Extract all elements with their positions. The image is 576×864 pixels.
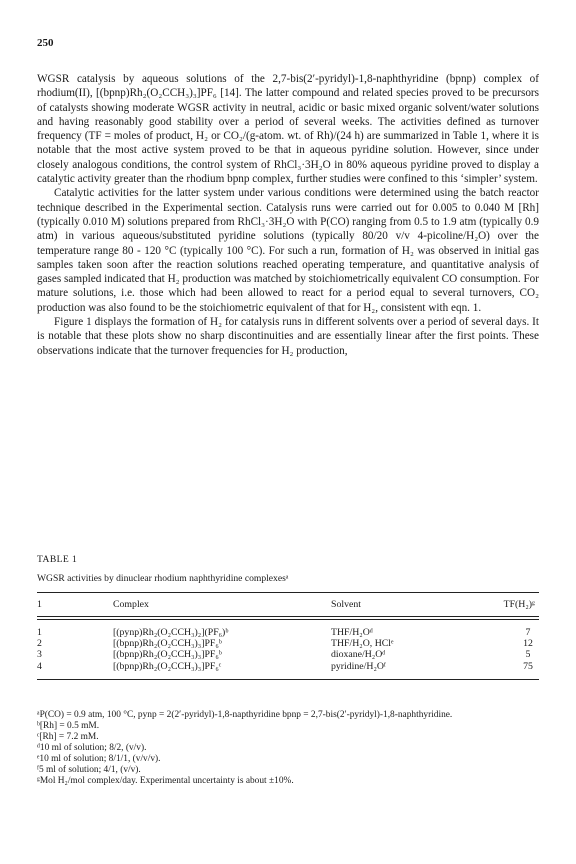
footnote-c: ᶜ[Rh] = 7.2 mM. — [37, 732, 99, 742]
cell-number: 2 — [37, 638, 42, 650]
table-1 — [37, 592, 539, 680]
cell-complex: [(bpnp)Rh₂(O₂CCH₃)₃]PF₆ᶜ — [113, 660, 222, 672]
paragraph-2: Catalytic activities for the latter system under various conditions were determined using the batch reactor technique described in the Experimental section. Catalysis runs were carried out for 0.005 to 0.040 M [Rh] (typically 0.010 M) solutions prepared from RhCl₃·3H₂O with P(CO) ranging from 0.5 to 1.9 atm (typically 0.9 atm) in various aqueous/substituted pyridine solutions (typically 80/20 v/v 4-picoline/H₂O) over the temperature range 80 - 120 °C (typically 100 °C). For such a run, formation of H₂ was observed in initial gas samples taken soon after the reaction solutions reached operating temperature, and quantitative analysis of gases sampled indicated that H₂ production was matched by stoichiometrically equivalent CO consumption. For mature solutions, i.e. those which had been allowed to react for a period equal to several turnovers, CO₂ production was also found to be the stoichiometric equivalent of that for H₂, consistent with eqn. 1. — [37, 187, 539, 314]
data-table-body — [37, 620, 539, 679]
cell-number: 3 — [37, 649, 42, 661]
cell-tf: 12 — [523, 638, 533, 650]
cell-complex: [(pynp)Rh₂(O₂CCH₃)₂](PF₆)ᵇ — [113, 627, 229, 638]
table-row — [37, 638, 539, 649]
footnote-a: ᵃP(CO) = 0.9 atm, 100 °C, pynp = 2(2′-pyridyl)-1,8-napthyridine bpnp = 2,7-bis(2′-pyridyl)-1,8-naphthyridine. — [37, 710, 453, 720]
body-text — [37, 72, 539, 358]
cell-tf: 5 — [525, 649, 531, 661]
table-caption: TABLE 1 — [37, 554, 78, 565]
cell-complex: [(bpnp)Rh₂(O₂CCH₃)₃]PF₆ᵇ — [113, 649, 222, 661]
cell-number: 1 — [37, 627, 42, 638]
page-number: 250 — [37, 37, 54, 49]
cell-solvent: THF/H₂Oᵈ — [331, 627, 373, 638]
cell-solvent: dioxane/H₂Oᵈ — [331, 649, 386, 661]
header-complex: Complex — [113, 599, 149, 610]
cell-solvent: THF/H₂O, HClᵉ — [331, 638, 394, 650]
table-header-row — [37, 593, 539, 616]
table-row — [37, 649, 539, 660]
footnote-e: ᵉ10 ml of solution; 8/1/1, (v/v/v). — [37, 754, 161, 764]
footnote-g: ᵍMol H₂/mol complex/day. Experimental uncertainty is about ±10%. — [37, 776, 294, 786]
cell-tf: 7 — [525, 627, 531, 638]
table-bottom-rule — [37, 679, 539, 680]
footnote-b: ᵇ[Rh] = 0.5 mM. — [37, 721, 100, 731]
paragraph-1: WGSR catalysis by aqueous solutions of the 2,7-bis(2′-pyridyl)-1,8-naphthyridine (bpnp) complex of rhodium(II), [(bpnp)Rh₂(O₂CCH₃)₃]PF₆ [14]. The latter compound and related species proved to be precursors of catalysts showing moderate WGSR activity in neutral, acidic or basic mixed organic solvent/water solutions and having reasonably good stability over a period of several weeks. The activities defined as turnover frequency (TF = moles of product, H₂ or CO₂/(g-atom. wt. of Rh)/(24 h) are summarized in Table 1, where it is notable that the most active system proved to be that in aqueous pyridine solution. However, since under closely analogous conditions, the control system of RhCl₃·3H₂O in 80% aqueous pyridine proved to display a catalytic activity greater than the rhodium bpnp complex, further studies were confined to this ‘simpler’ system. — [37, 73, 539, 186]
footnote-d: ᵈ10 ml of solution; 8/2, (v/v). — [37, 743, 147, 753]
paragraph-3: Figure 1 displays the formation of H₂ for catalysis runs in different solvents over a period of several days. It is notable that these plots show no sharp discontinuities and are essentially linear after the first points. These observations indicate that the turnover frequencies for H₂ production, — [37, 316, 539, 357]
table-footnotes — [37, 710, 539, 787]
cell-complex: [(bpnp)Rh₂(O₂CCH₃)₃]PF₆ᵇ — [113, 638, 222, 650]
footnote-f: ᶠ5 ml of solution; 4/1, (v/v). — [37, 765, 141, 775]
table-row — [37, 627, 539, 638]
header-solvent: Solvent — [331, 599, 361, 610]
header-tf: TF(H₂)ᵍ — [503, 599, 535, 610]
header-number: 1 — [37, 599, 42, 610]
cell-solvent: pyridine/H₂Oᶠ — [331, 660, 386, 672]
cell-number: 4 — [37, 660, 42, 672]
table-title: WGSR activities by dinuclear rhodium naphthyridine complexesᵃ — [37, 573, 289, 584]
data-table — [37, 593, 539, 616]
cell-tf: 75 — [523, 660, 533, 672]
table-row — [37, 661, 539, 672]
